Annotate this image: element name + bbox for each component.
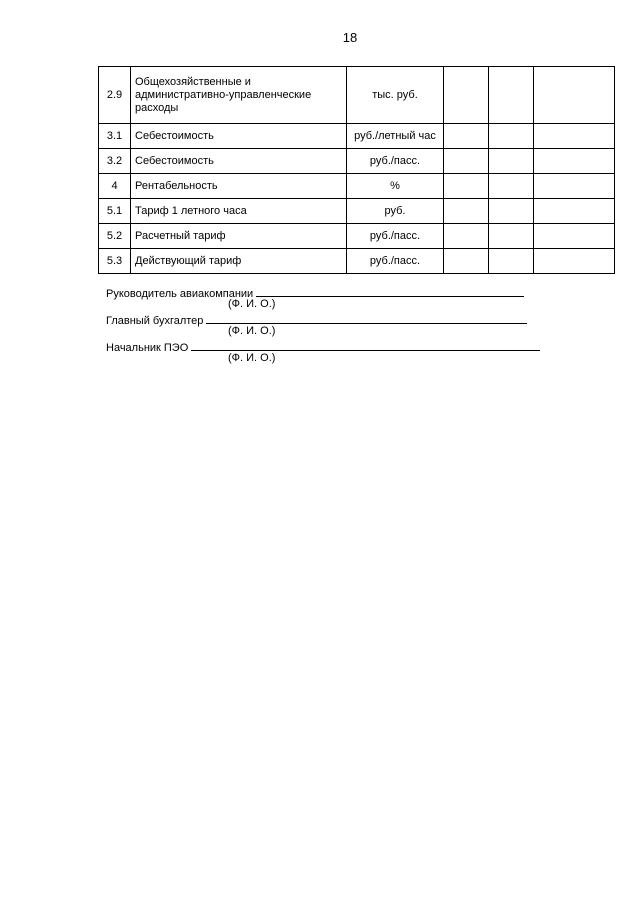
row-number: 3.2 bbox=[99, 149, 131, 174]
row-number: 4 bbox=[99, 174, 131, 199]
row-unit: руб./пасс. bbox=[347, 224, 444, 249]
empty-cell bbox=[534, 174, 615, 199]
signature-head-hint: (Ф. И. О.) bbox=[228, 298, 276, 310]
row-name: Тариф 1 летного часа bbox=[131, 199, 347, 224]
empty-cell bbox=[489, 199, 534, 224]
row-name: Себестоимость bbox=[131, 124, 347, 149]
row-unit: руб./пасс. bbox=[347, 149, 444, 174]
empty-cell bbox=[534, 199, 615, 224]
table-row bbox=[99, 124, 615, 149]
signature-head-label: Руководитель авиакомпании bbox=[106, 288, 254, 300]
empty-cell bbox=[534, 224, 615, 249]
table-row bbox=[99, 67, 615, 124]
row-unit: руб. bbox=[347, 199, 444, 224]
empty-cell bbox=[489, 67, 534, 124]
empty-cell bbox=[444, 224, 489, 249]
row-number: 2.9 bbox=[99, 67, 131, 124]
row-number: 5.2 bbox=[99, 224, 131, 249]
empty-cell bbox=[444, 67, 489, 124]
empty-cell bbox=[534, 149, 615, 174]
signature-accountant bbox=[106, 312, 527, 328]
row-unit: % bbox=[347, 174, 444, 199]
empty-cell bbox=[444, 124, 489, 149]
empty-cell bbox=[444, 149, 489, 174]
signature-peo-hint: (Ф. И. О.) bbox=[228, 352, 276, 364]
empty-cell bbox=[489, 224, 534, 249]
row-name: Общехозяйственные и административно-управленческие расходы bbox=[131, 67, 347, 124]
row-number: 3.1 bbox=[99, 124, 131, 149]
empty-cell bbox=[489, 124, 534, 149]
signature-head bbox=[106, 285, 524, 301]
signature-accountant-hint: (Ф. И. О.) bbox=[228, 325, 276, 337]
row-unit: руб./летный час bbox=[347, 124, 444, 149]
table-row bbox=[99, 149, 615, 174]
signature-peo bbox=[106, 339, 540, 355]
row-name: Действующий тариф bbox=[131, 249, 347, 274]
signature-peo-label: Начальник ПЭО bbox=[106, 342, 189, 354]
page-number: 18 bbox=[342, 30, 358, 45]
empty-cell bbox=[444, 249, 489, 274]
signature-peo-line bbox=[191, 339, 540, 351]
table-row bbox=[99, 249, 615, 274]
row-number: 5.3 bbox=[99, 249, 131, 274]
row-name: Себестоимость bbox=[131, 149, 347, 174]
table-row bbox=[99, 199, 615, 224]
table-row bbox=[99, 224, 615, 249]
empty-cell bbox=[444, 174, 489, 199]
table-row bbox=[99, 174, 615, 199]
signature-accountant-line bbox=[206, 312, 527, 324]
empty-cell bbox=[489, 249, 534, 274]
cost-table bbox=[98, 66, 615, 274]
empty-cell bbox=[534, 67, 615, 124]
row-name: Расчетный тариф bbox=[131, 224, 347, 249]
row-name: Рентабельность bbox=[131, 174, 347, 199]
row-unit: руб./пасс. bbox=[347, 249, 444, 274]
signature-accountant-label: Главный бухгалтер bbox=[106, 315, 204, 327]
empty-cell bbox=[534, 249, 615, 274]
signature-head-line bbox=[256, 285, 524, 297]
empty-cell bbox=[489, 174, 534, 199]
empty-cell bbox=[489, 149, 534, 174]
row-unit: тыс. руб. bbox=[347, 67, 444, 124]
row-number: 5.1 bbox=[99, 199, 131, 224]
empty-cell bbox=[534, 124, 615, 149]
empty-cell bbox=[444, 199, 489, 224]
